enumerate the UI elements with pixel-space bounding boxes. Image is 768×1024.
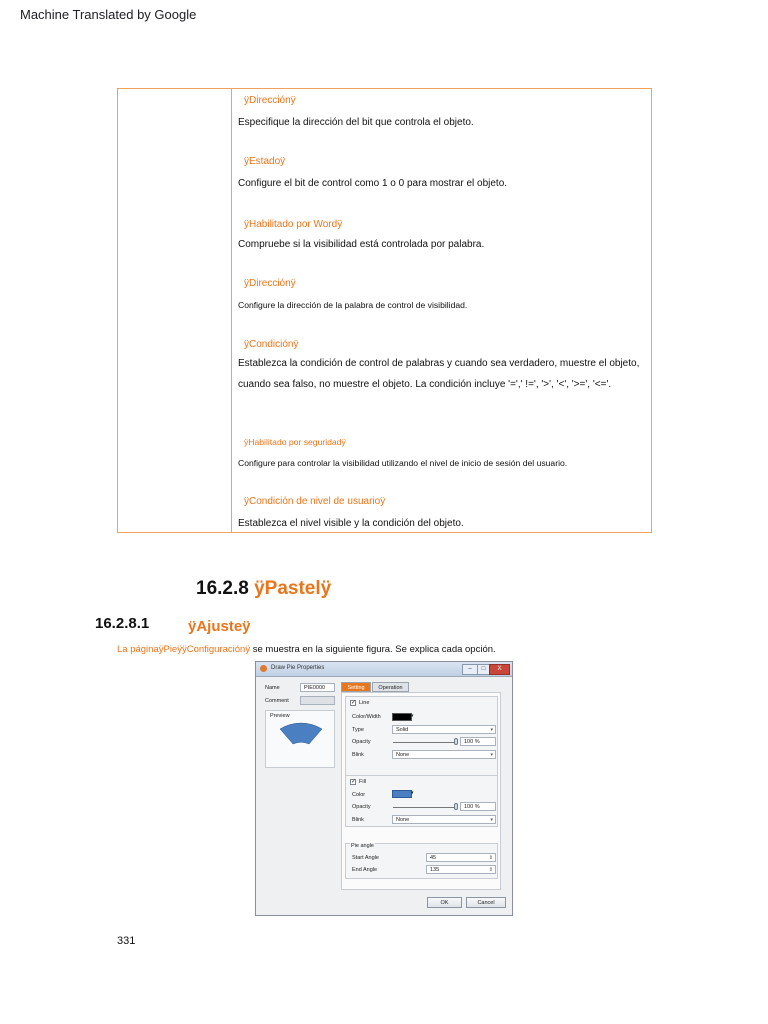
line-color-width-label: Color/Width xyxy=(352,714,381,720)
tab-operation[interactable]: Operation xyxy=(372,682,409,692)
line-check-label: Line xyxy=(359,700,370,706)
start-angle-value: 45 xyxy=(430,855,437,861)
draw-pie-properties-dialog xyxy=(255,661,513,916)
intro-paragraph xyxy=(117,644,496,655)
line-checkbox[interactable]: ✓ xyxy=(351,700,357,706)
section-heading xyxy=(196,578,331,600)
line-type-label: Type xyxy=(352,727,364,733)
line-type-value: Solid xyxy=(396,727,409,733)
fill-opacity-slider[interactable] xyxy=(393,807,456,808)
row-text-seguridad: Configure para controlar la visibilidad utilizando el nivel de inicio de sesión del usuario. xyxy=(238,458,568,468)
line-blink-select[interactable] xyxy=(392,750,496,759)
dialog-titlebar xyxy=(256,662,512,677)
row-label-estado: ÿEstadoÿ xyxy=(244,156,286,167)
preview-label: Preview xyxy=(270,713,290,719)
row-label-direccion: ÿDirecciónÿ xyxy=(244,95,296,106)
ok-button[interactable]: OK xyxy=(427,897,462,908)
row-text-direccion-palabra: Configure la dirección de la palabra de control de visibilidad. xyxy=(238,300,468,310)
row-label-direccion-palabra: ÿDirecciónÿ xyxy=(244,278,296,289)
chevron-down-icon: ▾ xyxy=(490,752,493,758)
fill-blink-value: None xyxy=(396,817,410,823)
close-button[interactable]: X xyxy=(489,664,510,675)
start-angle-spinner[interactable] xyxy=(426,853,496,862)
chevron-down-icon: ▾ xyxy=(490,727,493,733)
intro-text: se muestra en la siguiente figura. Se explica cada opción. xyxy=(250,644,496,655)
fill-checkbox[interactable]: ✓ xyxy=(351,779,357,785)
row-text-estado: Configure el bit de control como 1 o 0 para mostrar el objeto. xyxy=(238,178,508,189)
row-text-direccion: Especifique la dirección del bit que controla el objeto. xyxy=(238,117,474,128)
line-group xyxy=(345,696,498,779)
spinner-icon[interactable]: ⇕ xyxy=(488,855,493,861)
fill-opacity-value: 100 % xyxy=(464,804,480,810)
line-opacity-label: Opacity xyxy=(352,739,371,745)
table-divider xyxy=(231,89,232,532)
row-text-nivel-usuario: Establezca el nivel visible y la condición del objeto. xyxy=(238,518,464,529)
fill-opacity-label: Opacity xyxy=(352,804,371,810)
fill-color-swatch[interactable] xyxy=(392,790,412,798)
subsection-title: ÿAjusteÿ xyxy=(188,618,251,635)
line-opacity-value: 100 % xyxy=(464,739,480,745)
row-label-condicion: ÿCondiciónÿ xyxy=(244,339,299,350)
minimize-button[interactable]: – xyxy=(462,664,478,675)
intro-page-ref: La páginaÿPieÿÿConfiguraciónÿ xyxy=(117,644,251,655)
fill-check-label: Fill xyxy=(359,779,367,785)
row-label-seguridad: ÿHabilitado por seguridadÿ xyxy=(244,437,346,447)
comment-field[interactable] xyxy=(300,696,335,705)
line-blink-value: None xyxy=(396,752,410,758)
comment-label: Comment xyxy=(265,698,289,704)
subsection-number: 16.2.8.1 xyxy=(95,615,150,632)
start-angle-label: Start Angle xyxy=(352,855,379,861)
section-number: 16.2.8 xyxy=(196,578,249,599)
line-opacity-field[interactable] xyxy=(460,737,496,746)
end-angle-spinner[interactable] xyxy=(426,865,496,874)
name-field[interactable]: PIE0000 xyxy=(300,683,335,692)
row-text-habilitado-word: Compruebe si la visibilidad está controlada por palabra. xyxy=(238,239,485,250)
line-blink-label: Blink xyxy=(352,752,364,758)
fill-group xyxy=(345,775,498,827)
app-icon xyxy=(260,665,267,672)
line-opacity-slider[interactable] xyxy=(393,742,456,743)
fill-blink-label: Blink xyxy=(352,817,364,823)
row-label-nivel-usuario: ÿCondición de nivel de usuarioÿ xyxy=(244,496,386,507)
line-type-select[interactable] xyxy=(392,725,496,734)
dialog-title: Draw Pie Properties xyxy=(271,665,325,671)
line-opacity-thumb[interactable] xyxy=(454,738,458,745)
row-text-condicion: Establezca la condición de control de palabras y cuando sea verdadero, muestre el objeto, xyxy=(238,358,640,369)
cancel-button[interactable]: Cancel xyxy=(466,897,506,908)
fill-color-label: Color xyxy=(352,792,366,798)
pie-preview-icon xyxy=(266,711,336,769)
section-title: ÿPastelÿ xyxy=(254,578,332,599)
pie-angle-group xyxy=(345,843,498,879)
fill-opacity-field[interactable] xyxy=(460,802,496,811)
row-label-habilitado-word: ÿHabilitado por Wordÿ xyxy=(244,219,343,230)
fill-blink-select[interactable] xyxy=(392,815,496,824)
tab-setting[interactable]: Setting xyxy=(341,682,371,692)
line-color-dropdown-icon[interactable]: ▾ xyxy=(411,713,414,719)
end-angle-label: End Angle xyxy=(352,867,378,873)
spinner-icon[interactable]: ⇕ xyxy=(488,867,493,873)
fill-opacity-thumb[interactable] xyxy=(454,803,458,810)
pie-angle-label: Pie angle xyxy=(351,843,374,849)
machine-translated-notice: Machine Translated by Google xyxy=(20,7,197,22)
chevron-down-icon: ▾ xyxy=(490,817,493,823)
preview-box xyxy=(265,710,335,768)
line-color-swatch[interactable] xyxy=(392,713,412,721)
name-label: Name xyxy=(265,685,280,691)
maximize-button[interactable]: □ xyxy=(477,664,490,675)
end-angle-value: 135 xyxy=(430,867,440,873)
row-text-condicion-2: cuando sea falso, no muestre el objeto. La condición incluye '=',' !=', '>', '<', '>=', '<='. xyxy=(238,379,612,390)
fill-color-dropdown-icon[interactable]: ▾ xyxy=(411,790,414,796)
setting-panel xyxy=(341,692,501,890)
page-number: 331 xyxy=(117,935,136,947)
